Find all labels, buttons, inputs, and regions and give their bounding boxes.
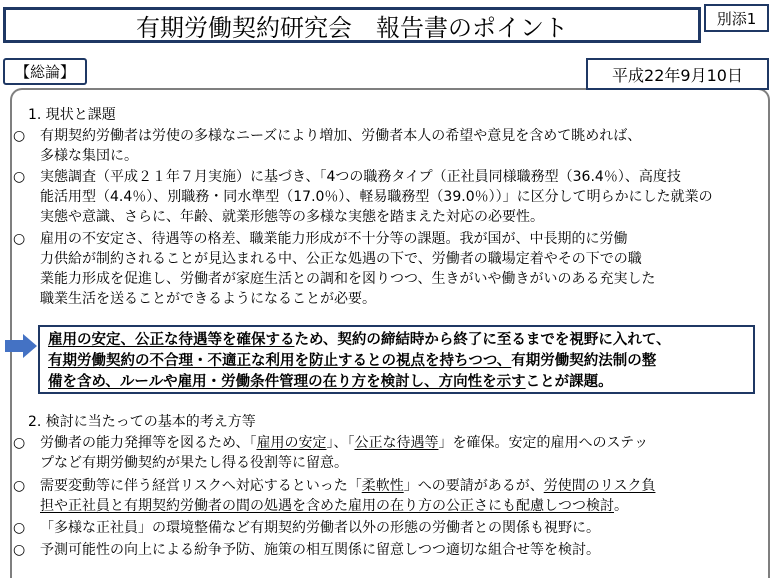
plain-text: 有期労働契約法制の整 <box>511 353 657 369</box>
plain-text: 」を確保。安定的雇用へのステッ <box>438 435 649 451</box>
right-arrow-icon <box>5 334 37 358</box>
section1-point2 <box>40 167 713 227</box>
text-line: 有期契約労働者は労使の多様なニーズにより増加、労働者本人の希望や意見を含めて眺めれば、 <box>40 128 642 144</box>
plain-text: ことが課題。 <box>525 374 613 390</box>
summary-label <box>3 58 87 85</box>
underlined-text: 柔軟性 <box>361 478 404 494</box>
section2-heading: 2. 検討に当たっての基本的考え方等 <box>28 414 256 430</box>
bullet-circle: ○ <box>13 128 26 144</box>
underlined-text: 公正な待遇等 <box>354 435 439 451</box>
plain-text: 需要変動等に伴う経営リスクへ対応するといった「 <box>40 478 362 494</box>
text-line <box>40 496 655 516</box>
underlined-text: 雇用の安定 <box>256 435 327 451</box>
report-title-text: 有期労働契約研究会 報告書のポイント <box>136 13 568 42</box>
underlined-text: 労使間のリスク負 <box>543 478 656 494</box>
text-line: 力供給が制約されることが見込まれる中、公正な処遇の下で、労働者の職場定着やその下での職 <box>40 251 642 267</box>
text-line: 能活用型（4.4％）、別職務・同水準型（17.0％）、軽易職務型（39.0％））」に区分して明らかにした就業の <box>40 189 713 205</box>
plain-text: 」、「 <box>326 435 355 451</box>
text-line: 実態調査（平成２１年７月実施）に基づき、「4つの職務タイプ（正社員同様職務型（36.4％）、高度技 <box>40 169 681 185</box>
section1-point3 <box>40 229 655 309</box>
summary-label-text: 【総論】 <box>14 63 75 81</box>
plain-text: ため、契約の締結時から終了に至るまでを視野に入れて、 <box>294 332 671 348</box>
key-issue-line1 <box>48 330 753 351</box>
bullet-circle: ○ <box>13 542 26 558</box>
text-line <box>40 476 655 496</box>
text-line: 雇用の不安定さ、待遇等の格差、職業能力形成が不十分等の課題。我が国が、中長期的に労働 <box>40 231 628 247</box>
key-issue-line2 <box>48 351 753 372</box>
bullet-circle: ○ <box>13 520 26 536</box>
bullet-circle: ○ <box>13 435 26 451</box>
text-line: 業能力形成を促進し、労働者が家庭生活との調和を図りつつ、生きがいや働きがいのある充実した <box>40 271 656 287</box>
text-line: 多様な集団に。 <box>40 148 138 164</box>
plain-text: 労働者の能力発揮等を図るため、「 <box>40 435 257 451</box>
bullet-circle: ○ <box>13 478 26 494</box>
key-issue-box <box>38 325 755 394</box>
date-label <box>586 58 769 90</box>
plain-text: 」への要請があるが、 <box>403 478 544 494</box>
section2-point2 <box>40 476 655 516</box>
underlined-text: 担や正社員と有期契約労働者の間の処遇を含めた雇用の在り方の公正さにも配慮しつつ検討 <box>40 498 614 514</box>
section1-point1 <box>40 126 641 166</box>
bullet-circle: ○ <box>13 169 26 185</box>
section1-heading: 1. 現状と課題 <box>28 107 116 123</box>
section2-point3: 「多様な正社員」の環境整備など有期契約労働者以外の形態の労働者との関係も視野に。 <box>40 520 600 536</box>
date-text: 平成22年9月10日 <box>612 65 743 85</box>
plain-text: 。 <box>614 498 628 514</box>
underlined-text: 雇用の安定、公正な待遇等を確保する <box>48 332 295 348</box>
text-line <box>40 433 648 453</box>
section2-point4: 予測可能性の向上による紛争予防、施策の相互関係に留意しつつ適切な組合せ等を検討。 <box>40 542 600 558</box>
attachment-label <box>704 4 769 32</box>
text-line: 職業生活を送ることができるようになることが必要。 <box>40 291 376 307</box>
underlined-text: 有期労働契約の不合理・不適正な利用を防止するとの視点を持ちつつ、 <box>48 353 512 369</box>
underlined-text: 備を含め、ルールや雇用・労働条件管理の在り方を検討し、方向性を示す <box>48 374 526 390</box>
attachment-text: 別添1 <box>716 9 757 28</box>
section2-point1 <box>40 433 648 473</box>
text-line: 実態や意識、さらに、年齢、就業形態等の多様な実態を踏まえた対応の必要性。 <box>40 209 544 225</box>
report-title <box>3 7 701 43</box>
bullet-circle: ○ <box>13 231 26 247</box>
key-issue-line3 <box>48 372 753 393</box>
text-line: プなど有期労働契約が果たし得る役割等に留意。 <box>40 455 348 471</box>
